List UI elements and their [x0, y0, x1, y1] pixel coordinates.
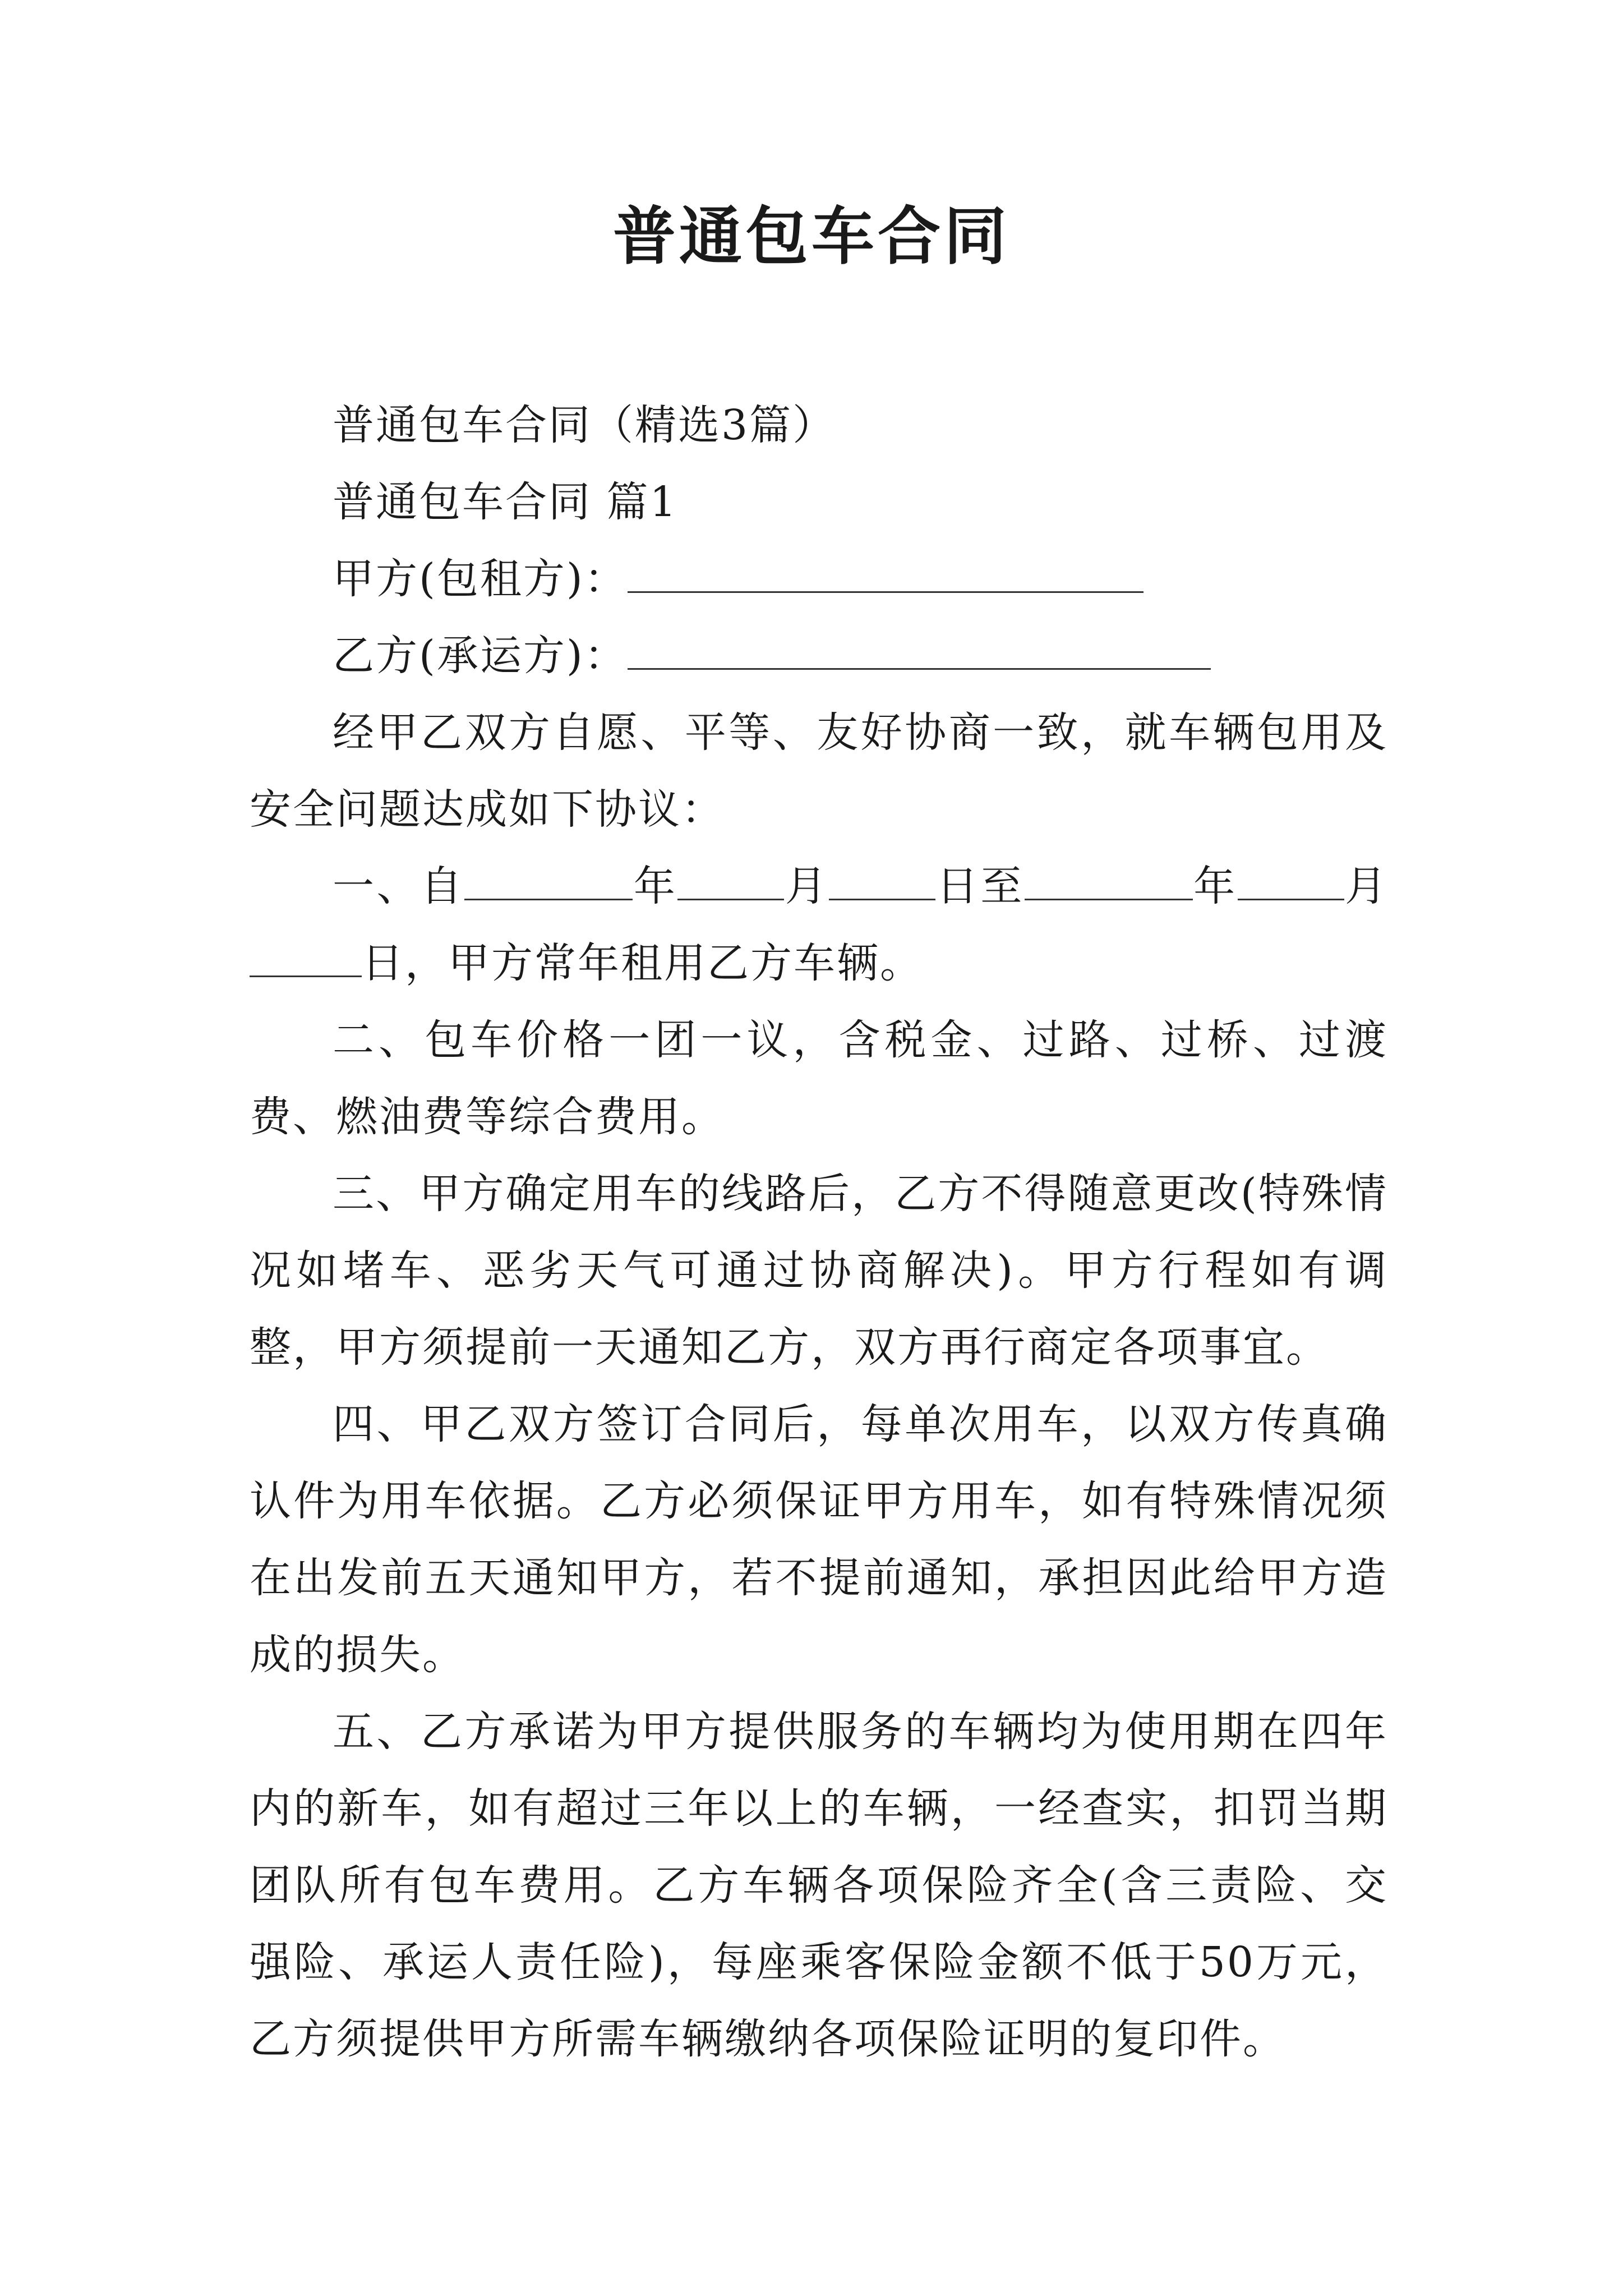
intro-paragraph: 经甲乙双方自愿、平等、友好协商一致，就车辆包用及安全问题达成如下协议： [250, 708, 1388, 834]
start-month-blank [677, 865, 784, 900]
end-day-blank [250, 942, 362, 977]
document-subtitle: 普通包车合同（精选3篇） [333, 401, 836, 449]
clause-1-year-label: 年 [633, 862, 678, 910]
end-month-blank [1238, 865, 1344, 900]
party-b-label: 乙方(承运方)： [333, 632, 628, 680]
section-heading: 普通包车合同 篇1 [333, 478, 678, 526]
document-title: 普通包车合同 [613, 200, 1010, 273]
party-a-line [250, 541, 1388, 618]
party-a-label: 甲方(包租方)： [333, 555, 628, 603]
document-body [250, 387, 1388, 2078]
party-b-line [250, 618, 1388, 694]
clause-1-day-to-label: 日至 [935, 862, 1025, 910]
end-year-blank [1025, 865, 1193, 900]
start-year-blank [464, 865, 633, 900]
party-a-blank [628, 558, 1144, 593]
clause-4: 四、甲乙双方签订合同后，每单次用车，以双方传真确认件为用车依据。乙方必须保证甲方用车，如有特殊情况须在出发前五天通知甲方，若不提前通知，承担因此给甲方造成的损失。 [250, 1400, 1388, 1679]
clause-1-suffix: 日，甲方常年租用乙方车辆。 [362, 939, 923, 987]
clause-1-month-label: 月 [784, 862, 829, 910]
clause-1-month-label-2: 月 [1344, 862, 1389, 910]
start-day-blank [829, 865, 935, 900]
party-b-blank [628, 634, 1211, 670]
clause-5: 五、乙方承诺为甲方提供服务的车辆均为使用期在四年内的新车，如有超过三年以上的车辆，一经查实，扣罚当期团队所有包车费用。乙方车辆各项保险齐全(含三责险、交强险、承运人责任险)，每座乘客保险金额不低于50万元，乙方须提供甲方所需车辆缴纳各项保险证明的复印件。 [250, 1708, 1388, 2063]
clause-1-prefix: 一、自 [333, 862, 465, 910]
clause-3: 三、甲方确定用车的线路后，乙方不得随意更改(特殊情况如堵车、恶劣天气可通过协商解决)。甲方行程如有调整，甲方须提前一天通知乙方，双方再行商定各项事宜。 [250, 1170, 1388, 1372]
clause-1-year-label-2: 年 [1192, 862, 1238, 910]
clause-1 [250, 848, 1388, 1002]
clause-2: 二、包车价格一团一议，含税金、过路、过桥、过渡费、燃油费等综合费用。 [250, 1016, 1388, 1141]
